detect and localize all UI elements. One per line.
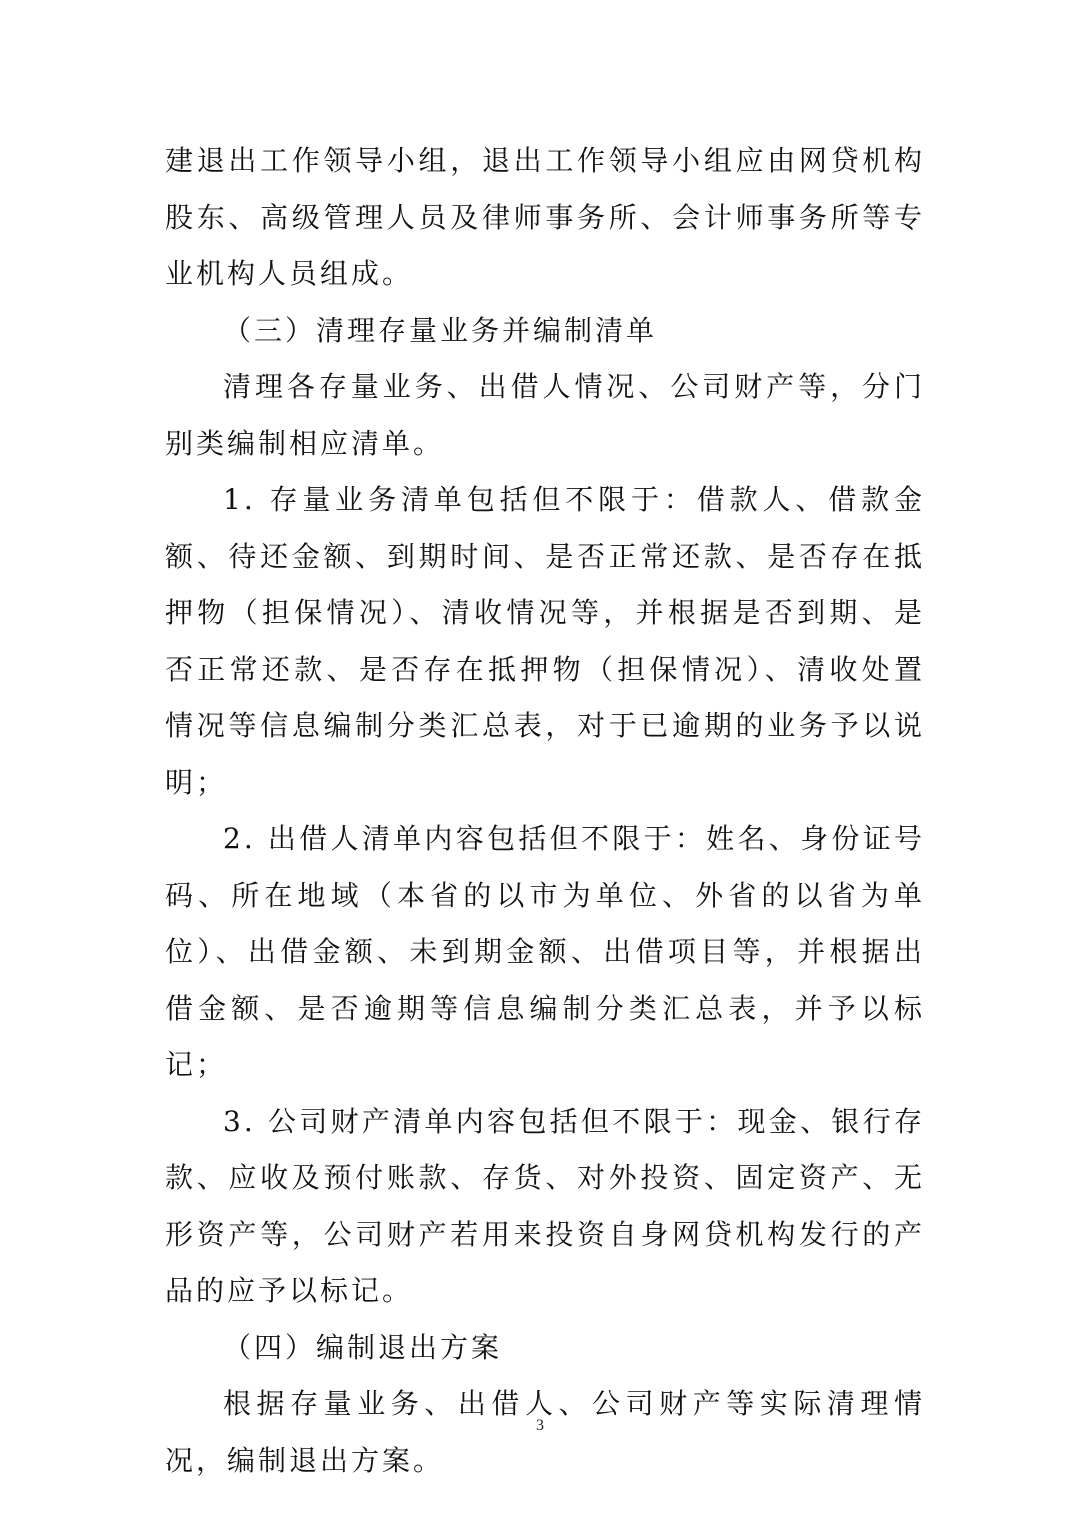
list-item-3: 3. 公司财产清单内容包括但不限于：现金、银行存款、应收及预付账款、存货、对外投资、固定资产、无形资产等，公司财产若用来投资自身网贷机构发行的产品的应予以标记。 [165, 1104, 925, 1307]
section-heading-4: （四）编制退出方案 [223, 1330, 503, 1364]
list-item-1: 1. 存量业务清单包括但不限于：借款人、借款金额、待还金额、到期时间、是否正常还款、是否存在抵押物（担保情况）、清收情况等，并根据是否到期、是否正常还款、是否存在抵押物（担保情况）、清收处置情况等信息编制分类汇总表，对于已逾期的业务予以说明； [165, 483, 925, 799]
page-number: 3 [536, 1417, 544, 1434]
paragraph-inventory-intro: 清理各存量业务、出借人情况、公司财产等，分门别类编制相应清单。 [165, 370, 925, 460]
paragraph-continuation: 建退出工作领导小组，退出工作领导小组应由网贷机构股东、高级管理人员及律师事务所、会计师事务所等专业机构人员组成。 [165, 144, 925, 290]
paragraph-exit-plan: 根据存量业务、出借人、公司财产等实际清理情况，编制退出方案。 [165, 1387, 925, 1477]
section-heading-3: （三）清理存量业务并编制清单 [223, 313, 658, 347]
list-item-2: 2. 出借人清单内容包括但不限于：姓名、身份证号码、所在地域（本省的以市为单位、外省的以省为单位）、出借金额、未到期金额、出借项目等，并根据出借金额、是否逾期等信息编制分类汇总表，并予以标记； [165, 822, 925, 1081]
document-body [165, 133, 925, 1489]
